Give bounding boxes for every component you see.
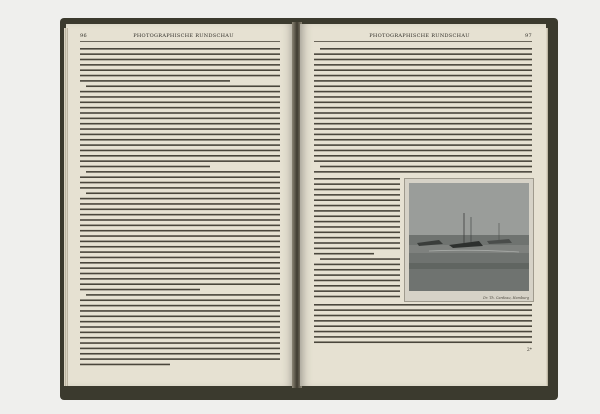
right-body-text-top (314, 48, 532, 178)
photo-caption: Dr. Th. Cardeau, Hamburg (483, 296, 529, 300)
right-text-lines-top (314, 48, 532, 176)
right-running-head (314, 33, 532, 42)
right-text-lines-bottom (314, 304, 532, 360)
harbour-photo (409, 183, 529, 291)
left-running-head (80, 33, 280, 42)
harbour-scene (409, 183, 529, 291)
right-page-number: 97 (525, 33, 532, 39)
left-body-text (80, 48, 280, 380)
left-running-title: PHOTOGRAPHISCHE RUNDSCHAU (133, 33, 234, 39)
left-text-lines (80, 48, 280, 378)
left-page-edge (64, 28, 68, 386)
left-page (66, 24, 294, 386)
right-page (300, 24, 546, 386)
signature-mark: 2* (526, 348, 532, 353)
right-wrap-lines (314, 178, 400, 302)
right-wrap-text (314, 178, 400, 304)
plate-photograph (404, 178, 534, 302)
left-page-number: 96 (80, 33, 87, 39)
right-running-title: PHOTOGRAPHISCHE RUNDSCHAU (369, 33, 470, 39)
right-body-text-bottom (314, 304, 532, 362)
